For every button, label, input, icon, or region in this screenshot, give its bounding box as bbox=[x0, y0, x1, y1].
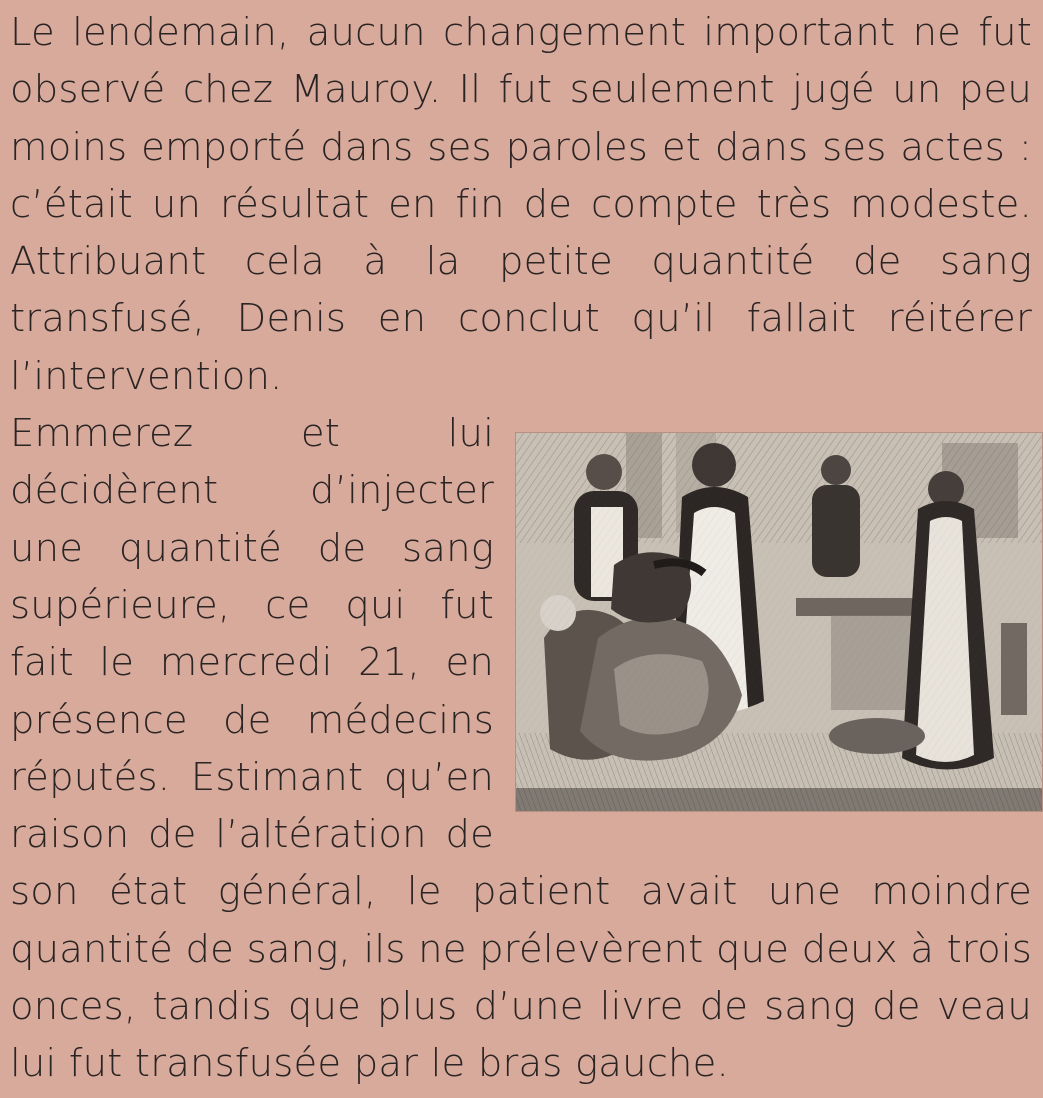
engraving-svg bbox=[516, 433, 1042, 811]
engraving-texture bbox=[516, 433, 1042, 811]
paragraph-2-wrap bbox=[10, 405, 1032, 1093]
paragraph-1: Le lendemain, aucun changement important ne fut observé chez Mauroy. Il fut seulement jugé un peu moins emporté dans ses paroles et dans ses actes : c’était un résultat en fin de compte très modeste. Attribuant cela à la petite quantité de sang transfusé, Denis en conclut qu’il fallait réitérer l’intervention. bbox=[10, 10, 1032, 399]
paragraph-2: Emmerez et lui décidèrent d’injecter une quantité de sang supérieure, ce qui fut fait le mercredi 21, en présence de médecins réputés. Estimant qu’en raison de l’altération de son état général, le patient avait une moindre quantité de sang, ils ne prélevèrent que deux à trois onces, tandis que plus d’une livre de sang de veau lui fut transfusée par le bras gauche. bbox=[10, 411, 1032, 1087]
document-page bbox=[10, 4, 1032, 1094]
engraving-illustration bbox=[516, 433, 1042, 811]
